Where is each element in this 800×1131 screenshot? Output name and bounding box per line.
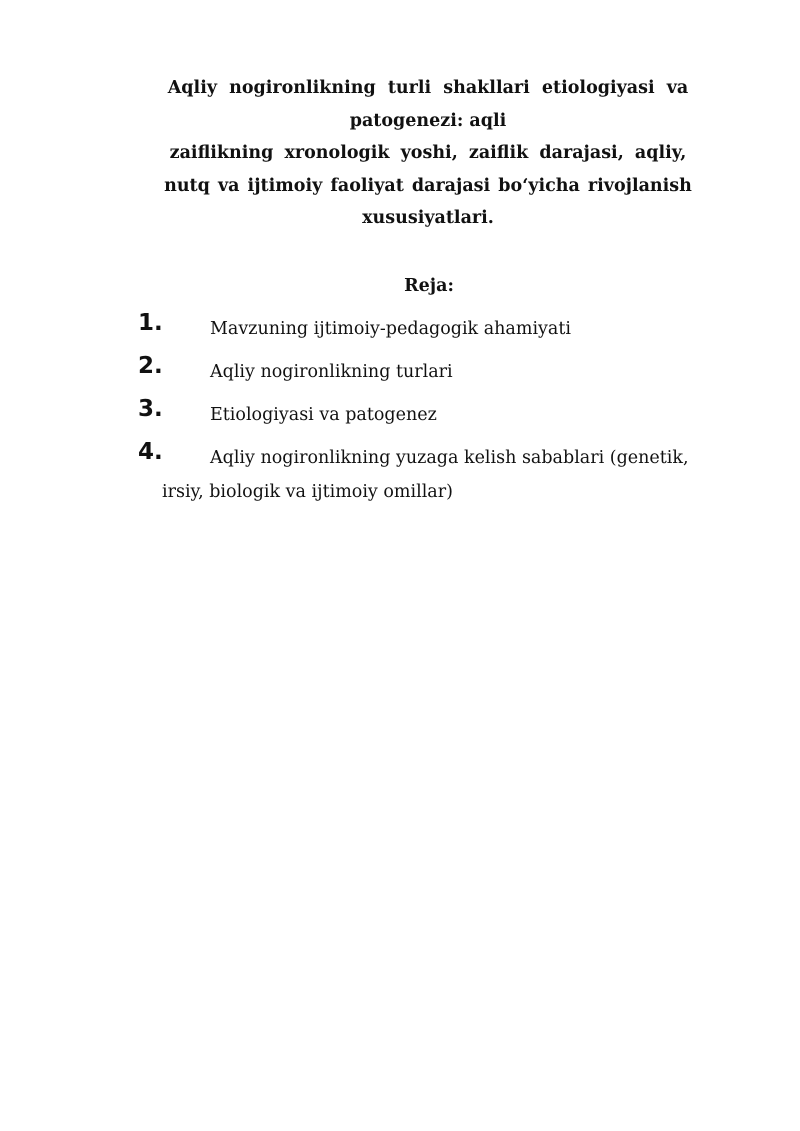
plan-item-text-continuation: irsiy, biologik va ijtimoiy omillar) <box>162 482 453 502</box>
plan-item-number: 1. <box>138 310 163 336</box>
plan-item-number: 2. <box>138 353 163 379</box>
plan-item-text: Etiologiyasi va patogenez <box>210 405 437 425</box>
title-line: xususiyatlari. <box>362 208 494 228</box>
plan-item-text: Aqliy nogironlikning turlari <box>210 362 453 382</box>
plan-item-number: 4. <box>138 439 163 465</box>
title-line: nutq va ijtimoiy faoliyat darajasi bo‘yicha rivojlanish <box>164 175 692 196</box>
plan-item-text: Aqliy nogironlikning yuzaga kelish sabablari (genetik, <box>210 448 689 468</box>
plan-heading: Reja: <box>404 276 454 296</box>
title-line: zaiflikning xronologik yoshi, zaiflik darajasi, aqliy, <box>169 143 687 163</box>
title-line: patogenezi: aqli <box>349 110 507 131</box>
plan-item-number: 3. <box>138 396 163 422</box>
document-title <box>138 72 718 235</box>
plan-item-text: Mavzuning ijtimoiy-pedagogik ahamiyati <box>210 319 571 339</box>
title-line: Aqliy nogironlikning turli shakllari etiologiyasi va <box>167 78 689 98</box>
